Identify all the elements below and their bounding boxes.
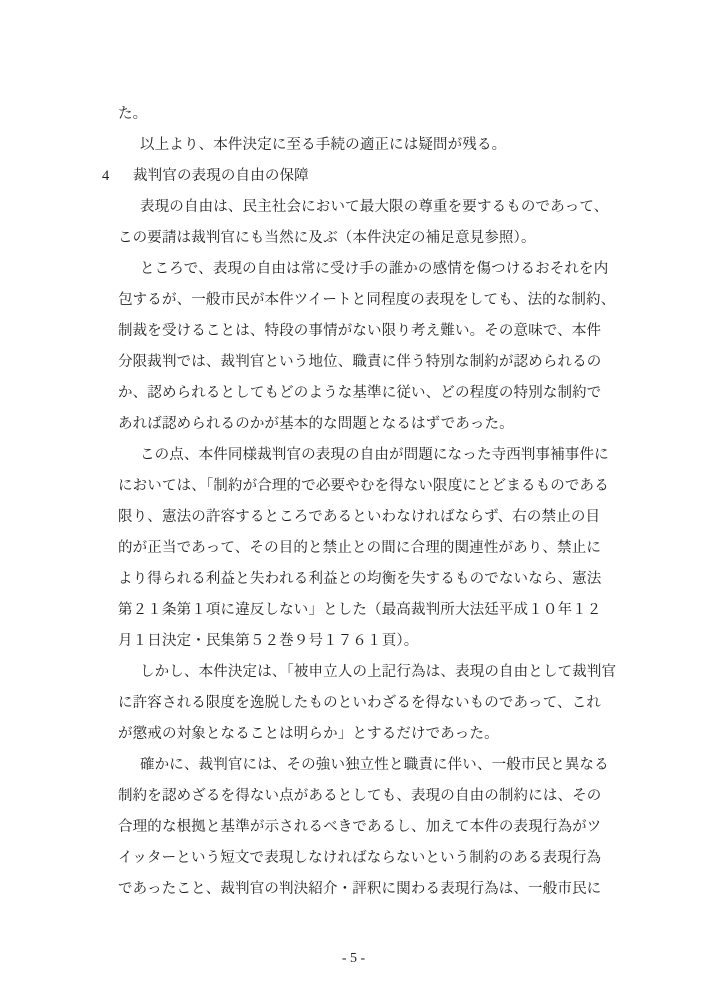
text-line: イッターという短文で表現しなければならないという制約のある表現行為 <box>118 850 602 866</box>
text-line: より得られる利益と失われる利益との均衡を失するものでないなら、憲法 <box>118 571 602 587</box>
section-number: 4 <box>102 168 110 184</box>
text-line: 的が正当であって、その目的と禁止との間に合理的関連性があり、禁止に <box>118 540 602 556</box>
text-line: 包するが、一般市民が本件ツイートと同程度の表現をしても、法的な制約、 <box>118 292 616 308</box>
footer-page-number: - 5 - <box>341 951 366 966</box>
text-line: 月１日決定・民集第５２巻９号１７６１頁）。 <box>118 633 419 649</box>
text-line: 合理的な根拠と基準が示されるべきであるし、加えて本件の表現行為がツ <box>118 819 602 835</box>
text-line: 制約を認めざるを得ない点があるとしても、表現の自由の制約には、その <box>118 788 602 804</box>
text-line: 確かに、裁判官には、その強い独立性と職責に伴い、一般市民と異なる <box>140 757 609 773</box>
section-heading <box>102 161 614 192</box>
document-body <box>102 99 617 905</box>
section-title: 裁判官の表現の自由の保障 <box>133 168 309 184</box>
text-line: 第２１条第１項に違反しない」とした（最高裁判所大法廷平成１０年１２ <box>118 602 602 618</box>
text-line: か、認められるとしてもどのような基準に従い、どの程度の特別な制約で <box>118 385 602 401</box>
text-line: であったこと、裁判官の判決紹介・評釈に関わる表現行為は、一般市民に <box>118 881 602 897</box>
text-line: においては、「制約が合理的で必要やむを得ない限度にとどまるものである <box>118 478 609 494</box>
text-line: 分限裁判では、裁判官という地位、職責に伴う特別な制約が認められるの <box>118 354 602 370</box>
text-line: 表現の自由は、民主社会において最大限の尊重を要するものであって、 <box>140 199 609 215</box>
text-line: しかし、本件決定は、「被申立人の上記行為は、表現の自由として裁判官 <box>140 664 617 680</box>
text-line: あれば認められるのかが基本的な問題となるはずであった。 <box>118 416 514 432</box>
text-line: この要請は裁判官にも当然に及ぶ（本件決定の補足意見参照）。 <box>118 230 536 246</box>
text-line: 以上より、本件決定に至る手続の適正には疑問が残る。 <box>140 137 507 153</box>
text-line: た。 <box>118 106 148 122</box>
text-line: この点、本件同様裁判官の表現の自由が問題になった寺西判事補事件に <box>140 447 609 463</box>
text-line: ところで、表現の自由は常に受け手の誰かの感情を傷つけるおそれを内 <box>140 261 609 277</box>
text-line: に許容される限度を逸脱したものといわざるを得ないものであって、これ <box>118 695 602 711</box>
text-line: 制裁を受けることは、特段の事情がない限り考え難い。その意味で、本件 <box>118 323 602 339</box>
text-line: が懲戒の対象となることは明らか」とするだけであった。 <box>118 726 499 742</box>
text-line: 限り、憲法の許容するところであるといわなければならず、右の禁止の目 <box>118 509 601 525</box>
